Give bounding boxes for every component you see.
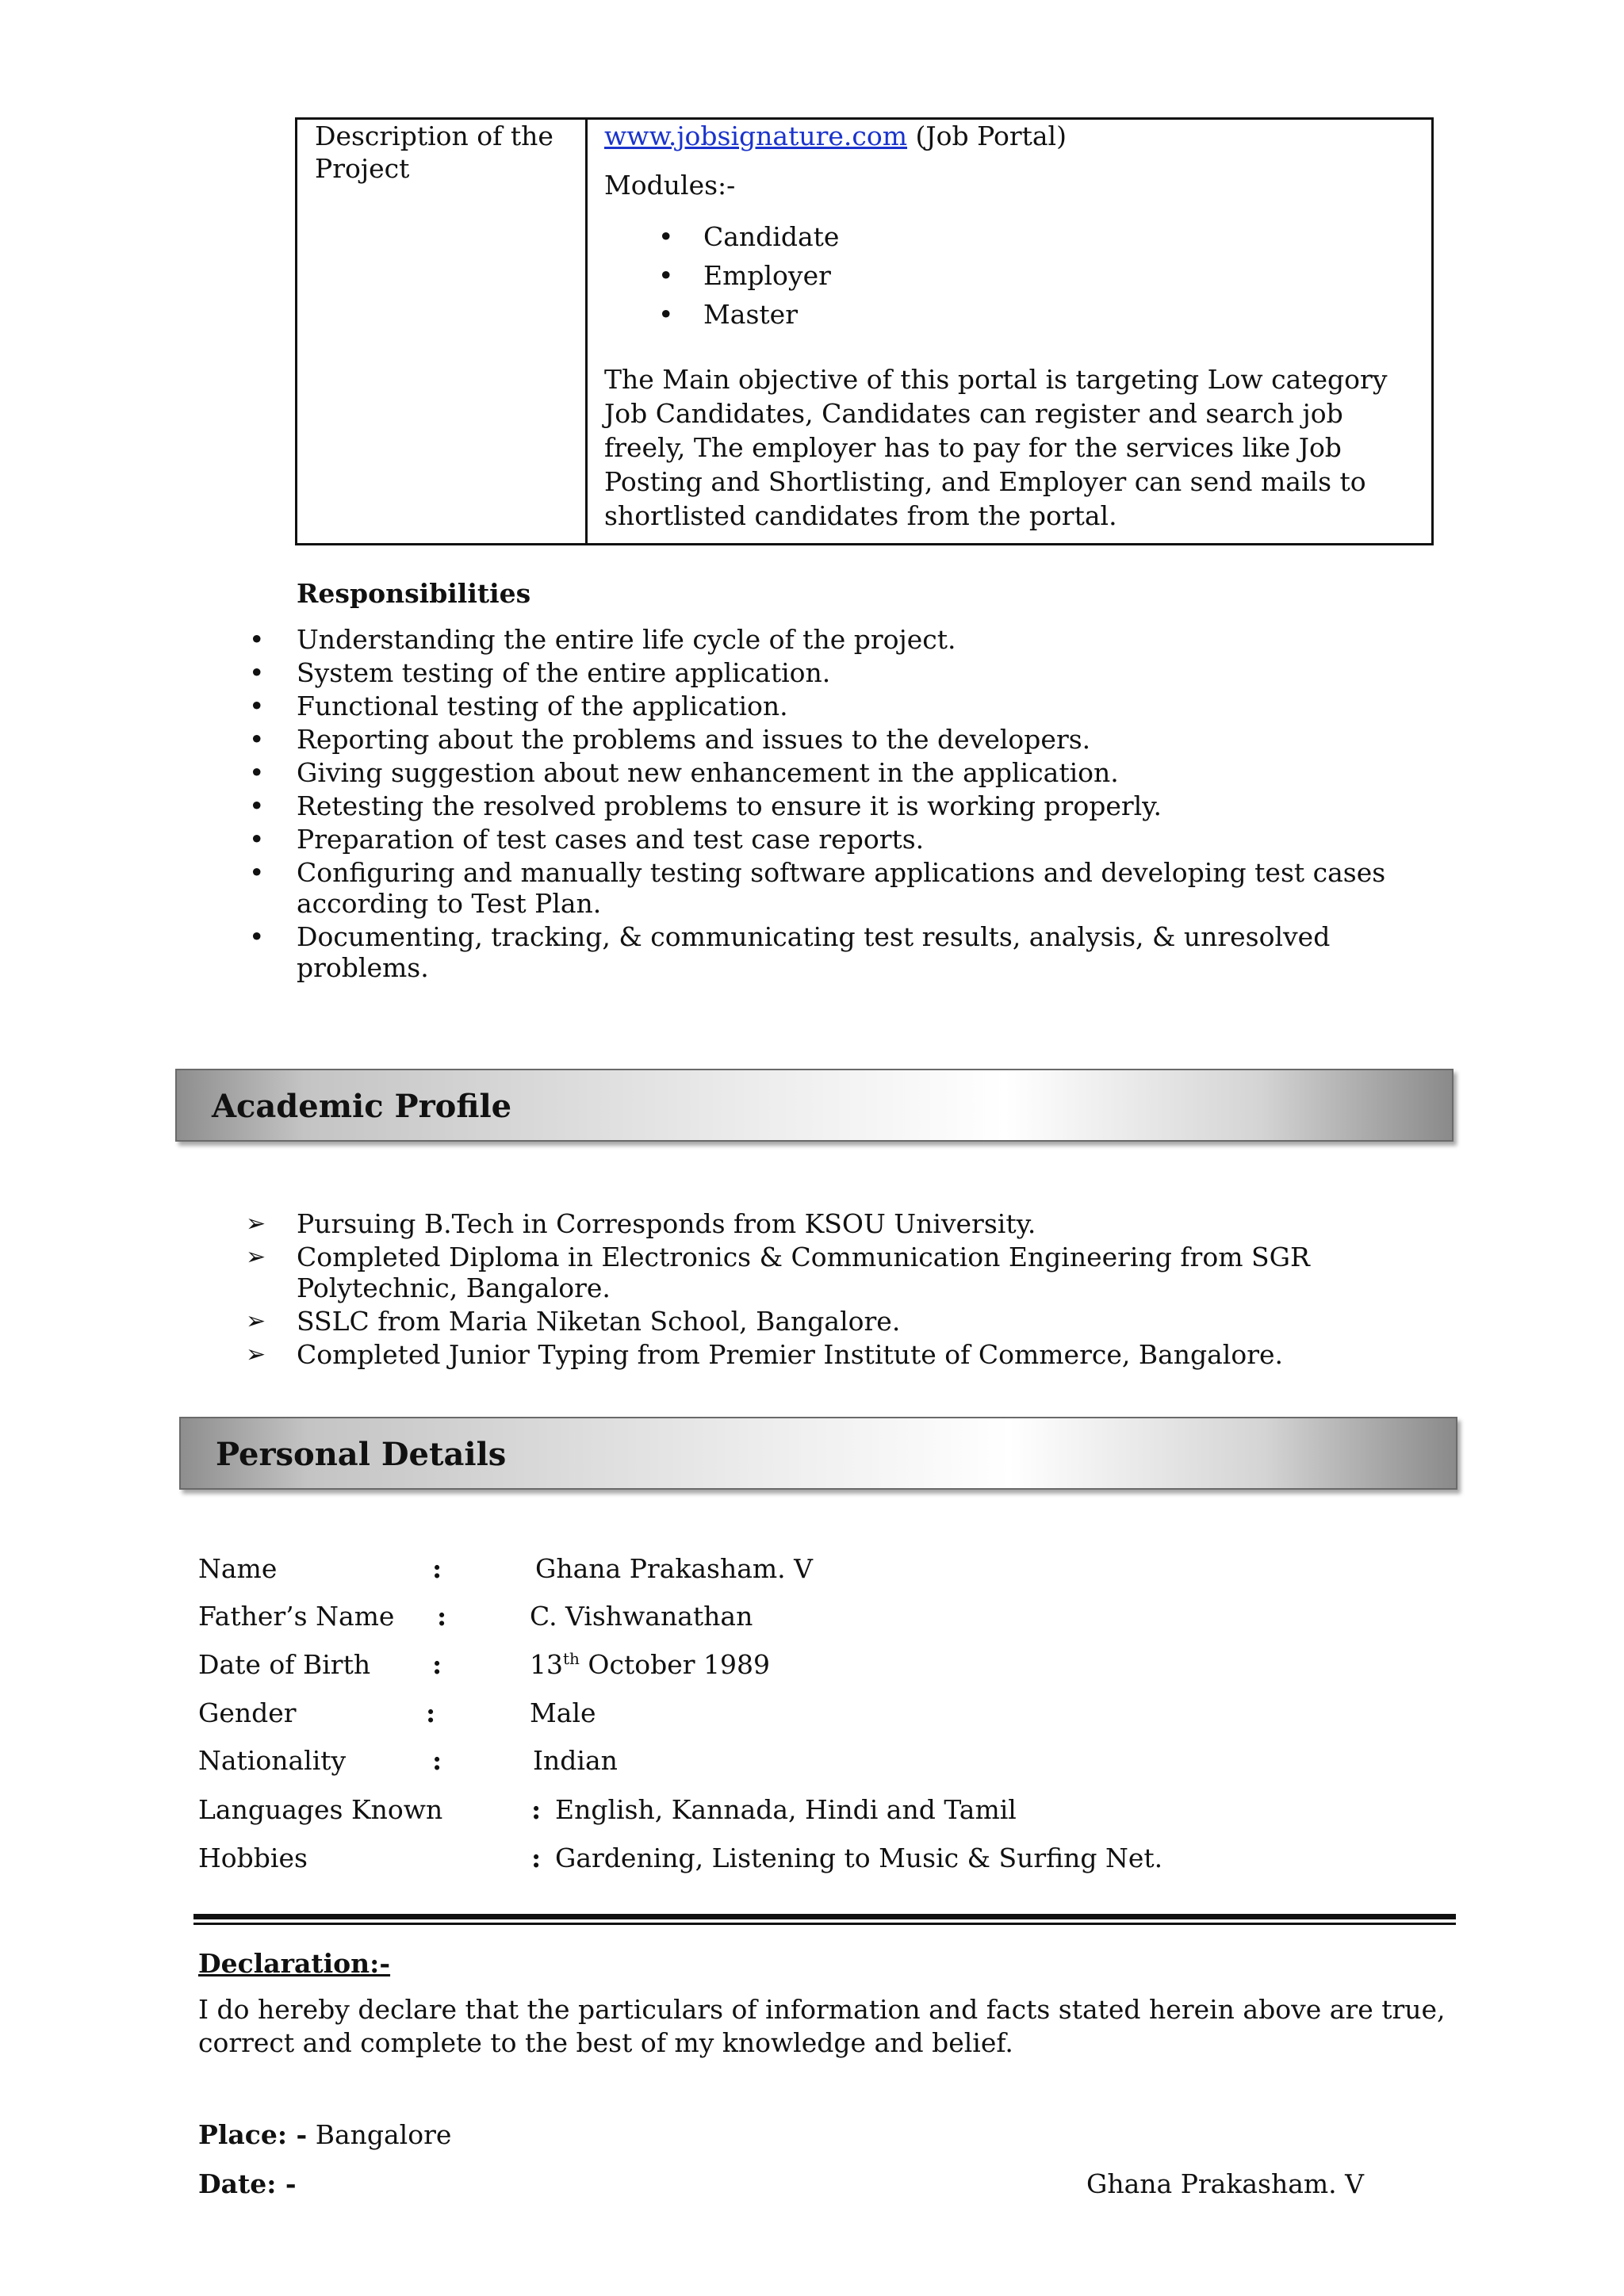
personal-row-gender: [198, 1697, 1467, 1735]
personal-row-hobbies: [198, 1842, 1467, 1880]
list-item: • Functional testing of the application.: [246, 691, 1435, 721]
declaration-heading: Declaration:-: [198, 1948, 391, 1979]
list-item: • Master: [604, 295, 1421, 334]
list-item: • Documenting, tracking, & communicating test results, analysis, & unresolved problems.: [246, 921, 1435, 983]
personal-details-header: [179, 1417, 1457, 1490]
field-label: Languages Known: [198, 1794, 443, 1825]
project-title-line: [604, 120, 1421, 152]
declaration-text: I do hereby declare that the particulars of information and facts stated herein above are true, correct and complete to the best of my knowledge and belief.: [198, 1994, 1446, 2058]
field-label: Hobbies: [198, 1843, 308, 1873]
project-url-suffix: (Job Portal): [907, 121, 1067, 151]
field-colon: :: [426, 1697, 436, 1728]
section-title: Academic Profile: [212, 1088, 512, 1125]
field-label: Nationality: [198, 1745, 347, 1776]
field-label: Date of Birth: [198, 1649, 371, 1680]
description-label: Description of the Project: [315, 121, 553, 184]
field-colon: :: [531, 1794, 542, 1825]
field-colon: :: [437, 1601, 447, 1632]
personal-row-name: [198, 1552, 1467, 1590]
field-label: Father’s Name: [198, 1601, 395, 1632]
academic-list: [246, 1208, 1451, 1372]
divider-rule-thin: [193, 1923, 1456, 1925]
project-objective: The Main objective of this portal is targeting Low category Job Candidates, Candidates can register and search job freely, The employer has to pay for the services like Job Posting and Shortlisting, and Employer can send mails to shortlisted candidates from the portal.: [604, 364, 1388, 531]
field-value: Gardening, Listening to Music & Surfing Net.: [555, 1843, 1163, 1873]
list-item: • Candidate: [604, 217, 1421, 256]
personal-row-languages: [198, 1793, 1467, 1831]
project-details: [604, 120, 1421, 533]
dob-rest: October 1989: [579, 1649, 770, 1680]
list-item: • Preparation of test cases and test case reports.: [246, 824, 1435, 855]
list-item: ➢ Completed Diploma in Electronics & Communication Engineering from SGR Polytechnic, Bangalore.: [246, 1242, 1451, 1303]
field-colon: :: [432, 1649, 442, 1680]
list-item: • Giving suggestion about new enhancement in the application.: [246, 757, 1435, 788]
field-colon: :: [531, 1843, 542, 1873]
list-item: ➢ SSLC from Maria Niketan School, Bangalore.: [246, 1306, 1451, 1337]
field-colon: :: [432, 1553, 442, 1584]
place-line: [198, 2118, 451, 2152]
section-title: Personal Details: [216, 1436, 507, 1473]
dob-suffix: th: [563, 1649, 580, 1668]
list-item: • Configuring and manually testing software applications and developing test cases according to Test Plan.: [246, 857, 1435, 919]
list-item: • System testing of the entire application.: [246, 657, 1435, 688]
place-label: Place: -: [198, 2119, 308, 2150]
modules-label: Modules:-: [604, 170, 736, 201]
list-item: • Employer: [604, 256, 1421, 295]
field-label: Name: [198, 1553, 278, 1584]
list-item: • Retesting the resolved problems to ensure it is working properly.: [246, 790, 1435, 821]
divider-rule-thick: [193, 1914, 1456, 1919]
field-value: Indian: [533, 1745, 618, 1776]
signature-name: Ghana Prakasham. V: [1086, 2168, 1364, 2199]
field-value: English, Kannada, Hindi and Tamil: [555, 1794, 1017, 1825]
modules-list: [604, 217, 1421, 334]
academic-profile-header: [175, 1069, 1454, 1142]
date-line: [198, 2168, 297, 2202]
field-value: [530, 1648, 770, 1682]
list-item: ➢ Completed Junior Typing from Premier Institute of Commerce, Bangalore.: [246, 1339, 1451, 1370]
dob-day: 13: [530, 1649, 563, 1680]
field-value: C. Vishwanathan: [530, 1601, 753, 1632]
date-label: Date: -: [198, 2168, 297, 2199]
list-item: • Understanding the entire life cycle of the project.: [246, 624, 1435, 655]
place-value: Bangalore: [307, 2119, 452, 2150]
list-item: ➢ Pursuing B.Tech in Corresponds from KSOU University.: [246, 1208, 1451, 1239]
personal-row-father: [198, 1600, 1467, 1638]
responsibilities-list: [246, 624, 1435, 985]
list-item: • Reporting about the problems and issues to the developers.: [246, 724, 1435, 755]
field-label: Gender: [198, 1697, 297, 1728]
responsibilities-heading: Responsibilities: [297, 578, 531, 609]
field-value: Ghana Prakasham. V: [535, 1553, 813, 1584]
project-table: [295, 117, 1434, 545]
project-url-link[interactable]: www.jobsignature.com: [604, 121, 908, 151]
table-divider: [585, 120, 588, 543]
personal-row-nationality: [198, 1744, 1467, 1782]
field-value: Male: [530, 1697, 596, 1728]
field-colon: :: [432, 1745, 442, 1776]
personal-row-dob: [198, 1648, 1467, 1686]
